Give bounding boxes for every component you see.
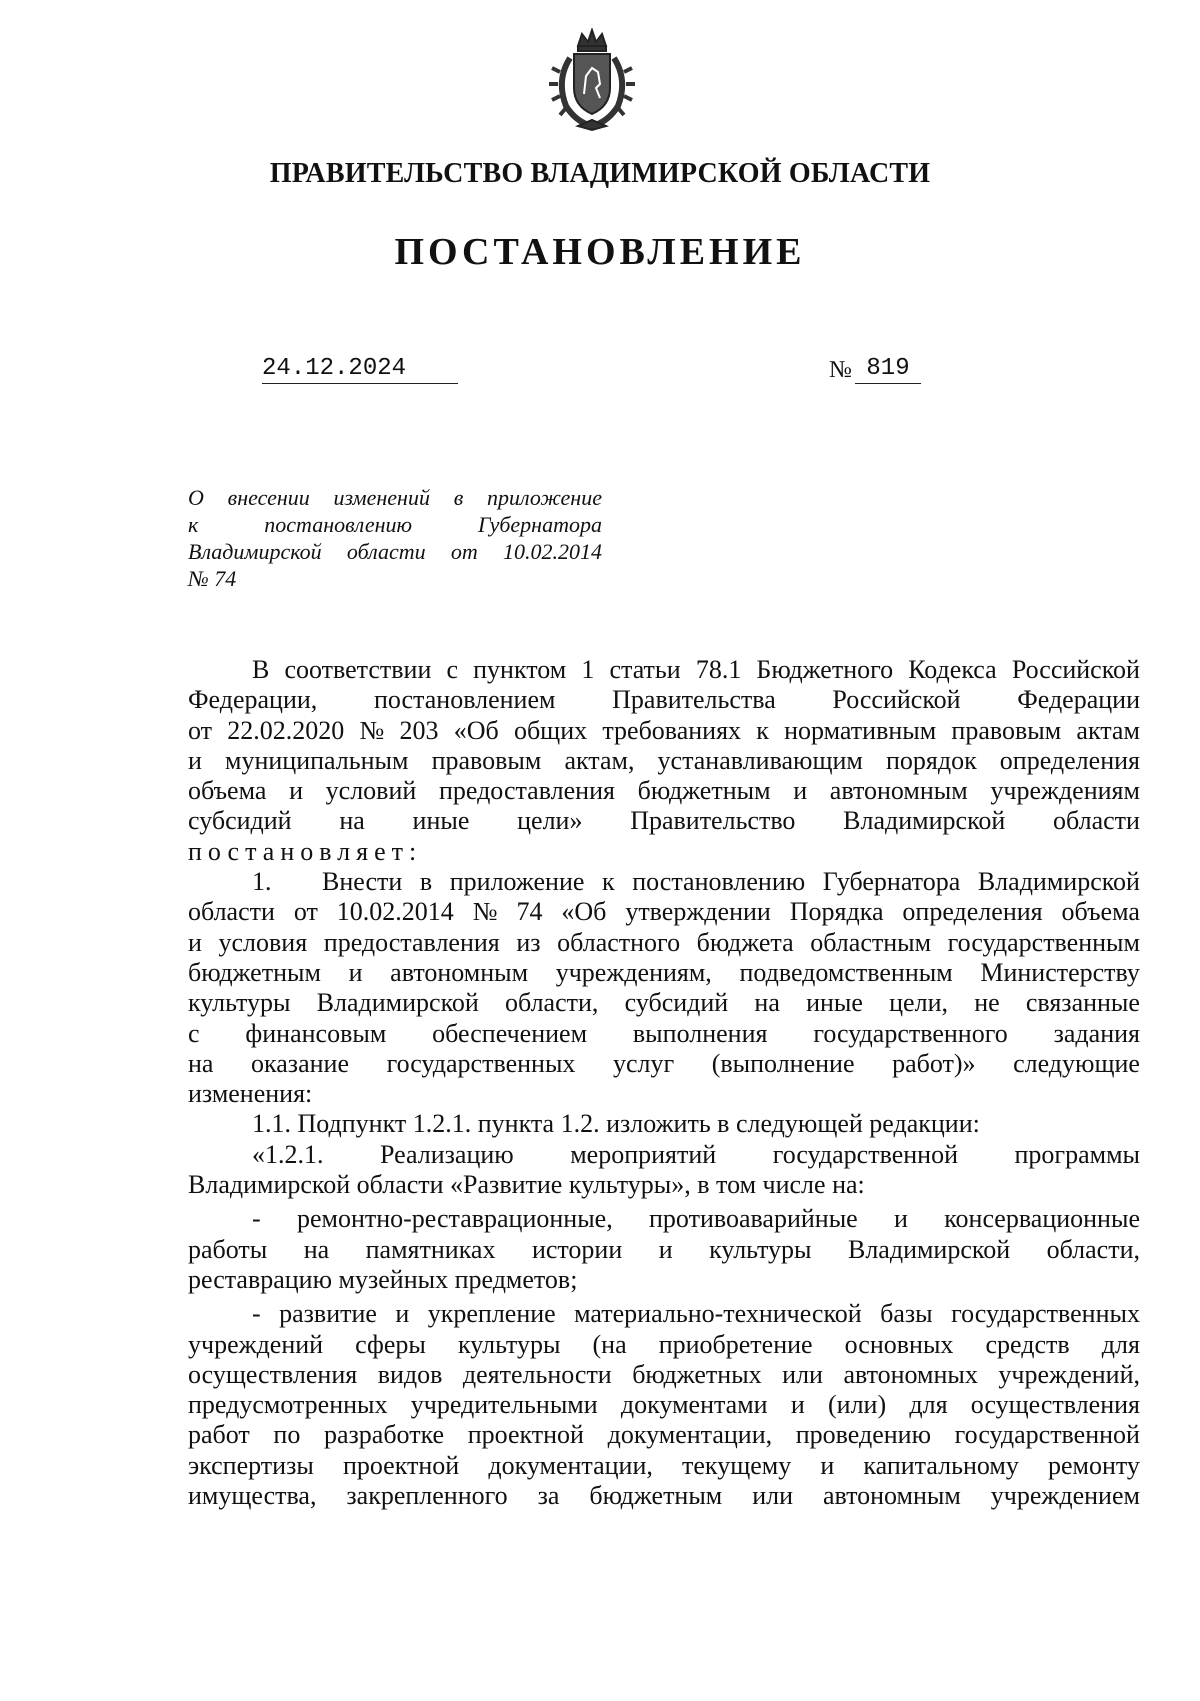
subject-line: Владимирской области от 10.02.2014 [188, 539, 602, 564]
document-subject [188, 484, 602, 592]
document-type: ПОСТАНОВЛЕНИЕ [394, 231, 806, 273]
coat-of-arms-emblem [548, 28, 636, 132]
list-item [188, 867, 1140, 897]
subject-line: к постановлению Губернатора [188, 512, 602, 537]
document-body [188, 655, 1140, 1511]
number-sign: № [829, 357, 852, 383]
body-line: субсидий на иные цели» Правительство Владимирской области [188, 806, 1140, 836]
subject-line: № 74 [188, 566, 237, 591]
body-line: осуществления видов деятельности бюджетных или автономных учреждений, [188, 1359, 1140, 1389]
body-line: 1.1. Подпункт 1.2.1. пункта 1.2. изложить в следующей редакции: [252, 1109, 980, 1139]
item-marker: 1. [252, 867, 272, 897]
body-line: - развитие и укрепление материально-технической базы государственных [252, 1299, 1140, 1329]
body-line: с финансовым обеспечением выполнения государственного задания [188, 1018, 1140, 1048]
body-line: Внести в приложение к постановлению Губернатора Владимирской [322, 867, 1140, 897]
body-line: - ремонтно-реставрационные, противоаварийные и консервационные [252, 1204, 1140, 1234]
body-line: Федерации, постановлением Правительства Российской Федерации [188, 685, 1140, 715]
body-line: постановляет: [188, 836, 423, 866]
body-line: учреждений сферы культуры (на приобретение основных средств для [188, 1329, 1140, 1359]
body-line: и условия предоставления из областного бюджета областным государственным [188, 927, 1140, 957]
body-line: и муниципальным правовым актам, устанавливающим порядок определения [188, 745, 1140, 775]
body-line: В соответствии с пунктом 1 статьи 78.1 Бюджетного Кодекса Российской [252, 655, 1140, 684]
body-line: работы на памятниках истории и культуры Владимирской области, [188, 1234, 1140, 1264]
body-line: работ по разработке проектной документации, проведению государственной [188, 1420, 1140, 1450]
body-line: реставрацию музейных предметов; [188, 1264, 578, 1294]
body-line: от 22.02.2020 № 203 «Об общих требованиях к нормативным правовым актам [188, 715, 1140, 745]
subject-line: О внесении изменений в приложение [188, 485, 602, 510]
body-line: предусмотренных учредительными документами и (или) для осуществления [188, 1390, 1140, 1420]
body-line: культуры Владимирской области, субсидий на иные цели, не связанные [188, 988, 1140, 1018]
body-line: на оказание государственных услуг (выполнение работ)» следующие [188, 1048, 1140, 1078]
government-name: ПРАВИТЕЛЬСТВО ВЛАДИМИРСКОЙ ОБЛАСТИ [269, 158, 931, 189]
document-number: 819 [855, 355, 921, 384]
body-line: области от 10.02.2014 № 74 «Об утверждении Порядка определения объема [188, 897, 1140, 927]
document-date: 24.12.2024 [262, 355, 458, 384]
body-line: «1.2.1. Реализацию мероприятий государственной программы [252, 1139, 1140, 1169]
body-line: объема и условий предоставления бюджетным и автономным учреждениям [188, 776, 1140, 806]
body-line: бюджетным и автономным учреждениям, подведомственным Министерству [188, 957, 1140, 987]
body-line: имущества, закрепленного за бюджетным или автономным учреждением [188, 1481, 1140, 1511]
body-line: изменения: [188, 1079, 313, 1109]
body-line: Владимирской области «Развитие культуры», в том числе на: [188, 1170, 865, 1200]
body-line: экспертизы проектной документации, текущему и капитальному ремонту [188, 1450, 1140, 1480]
